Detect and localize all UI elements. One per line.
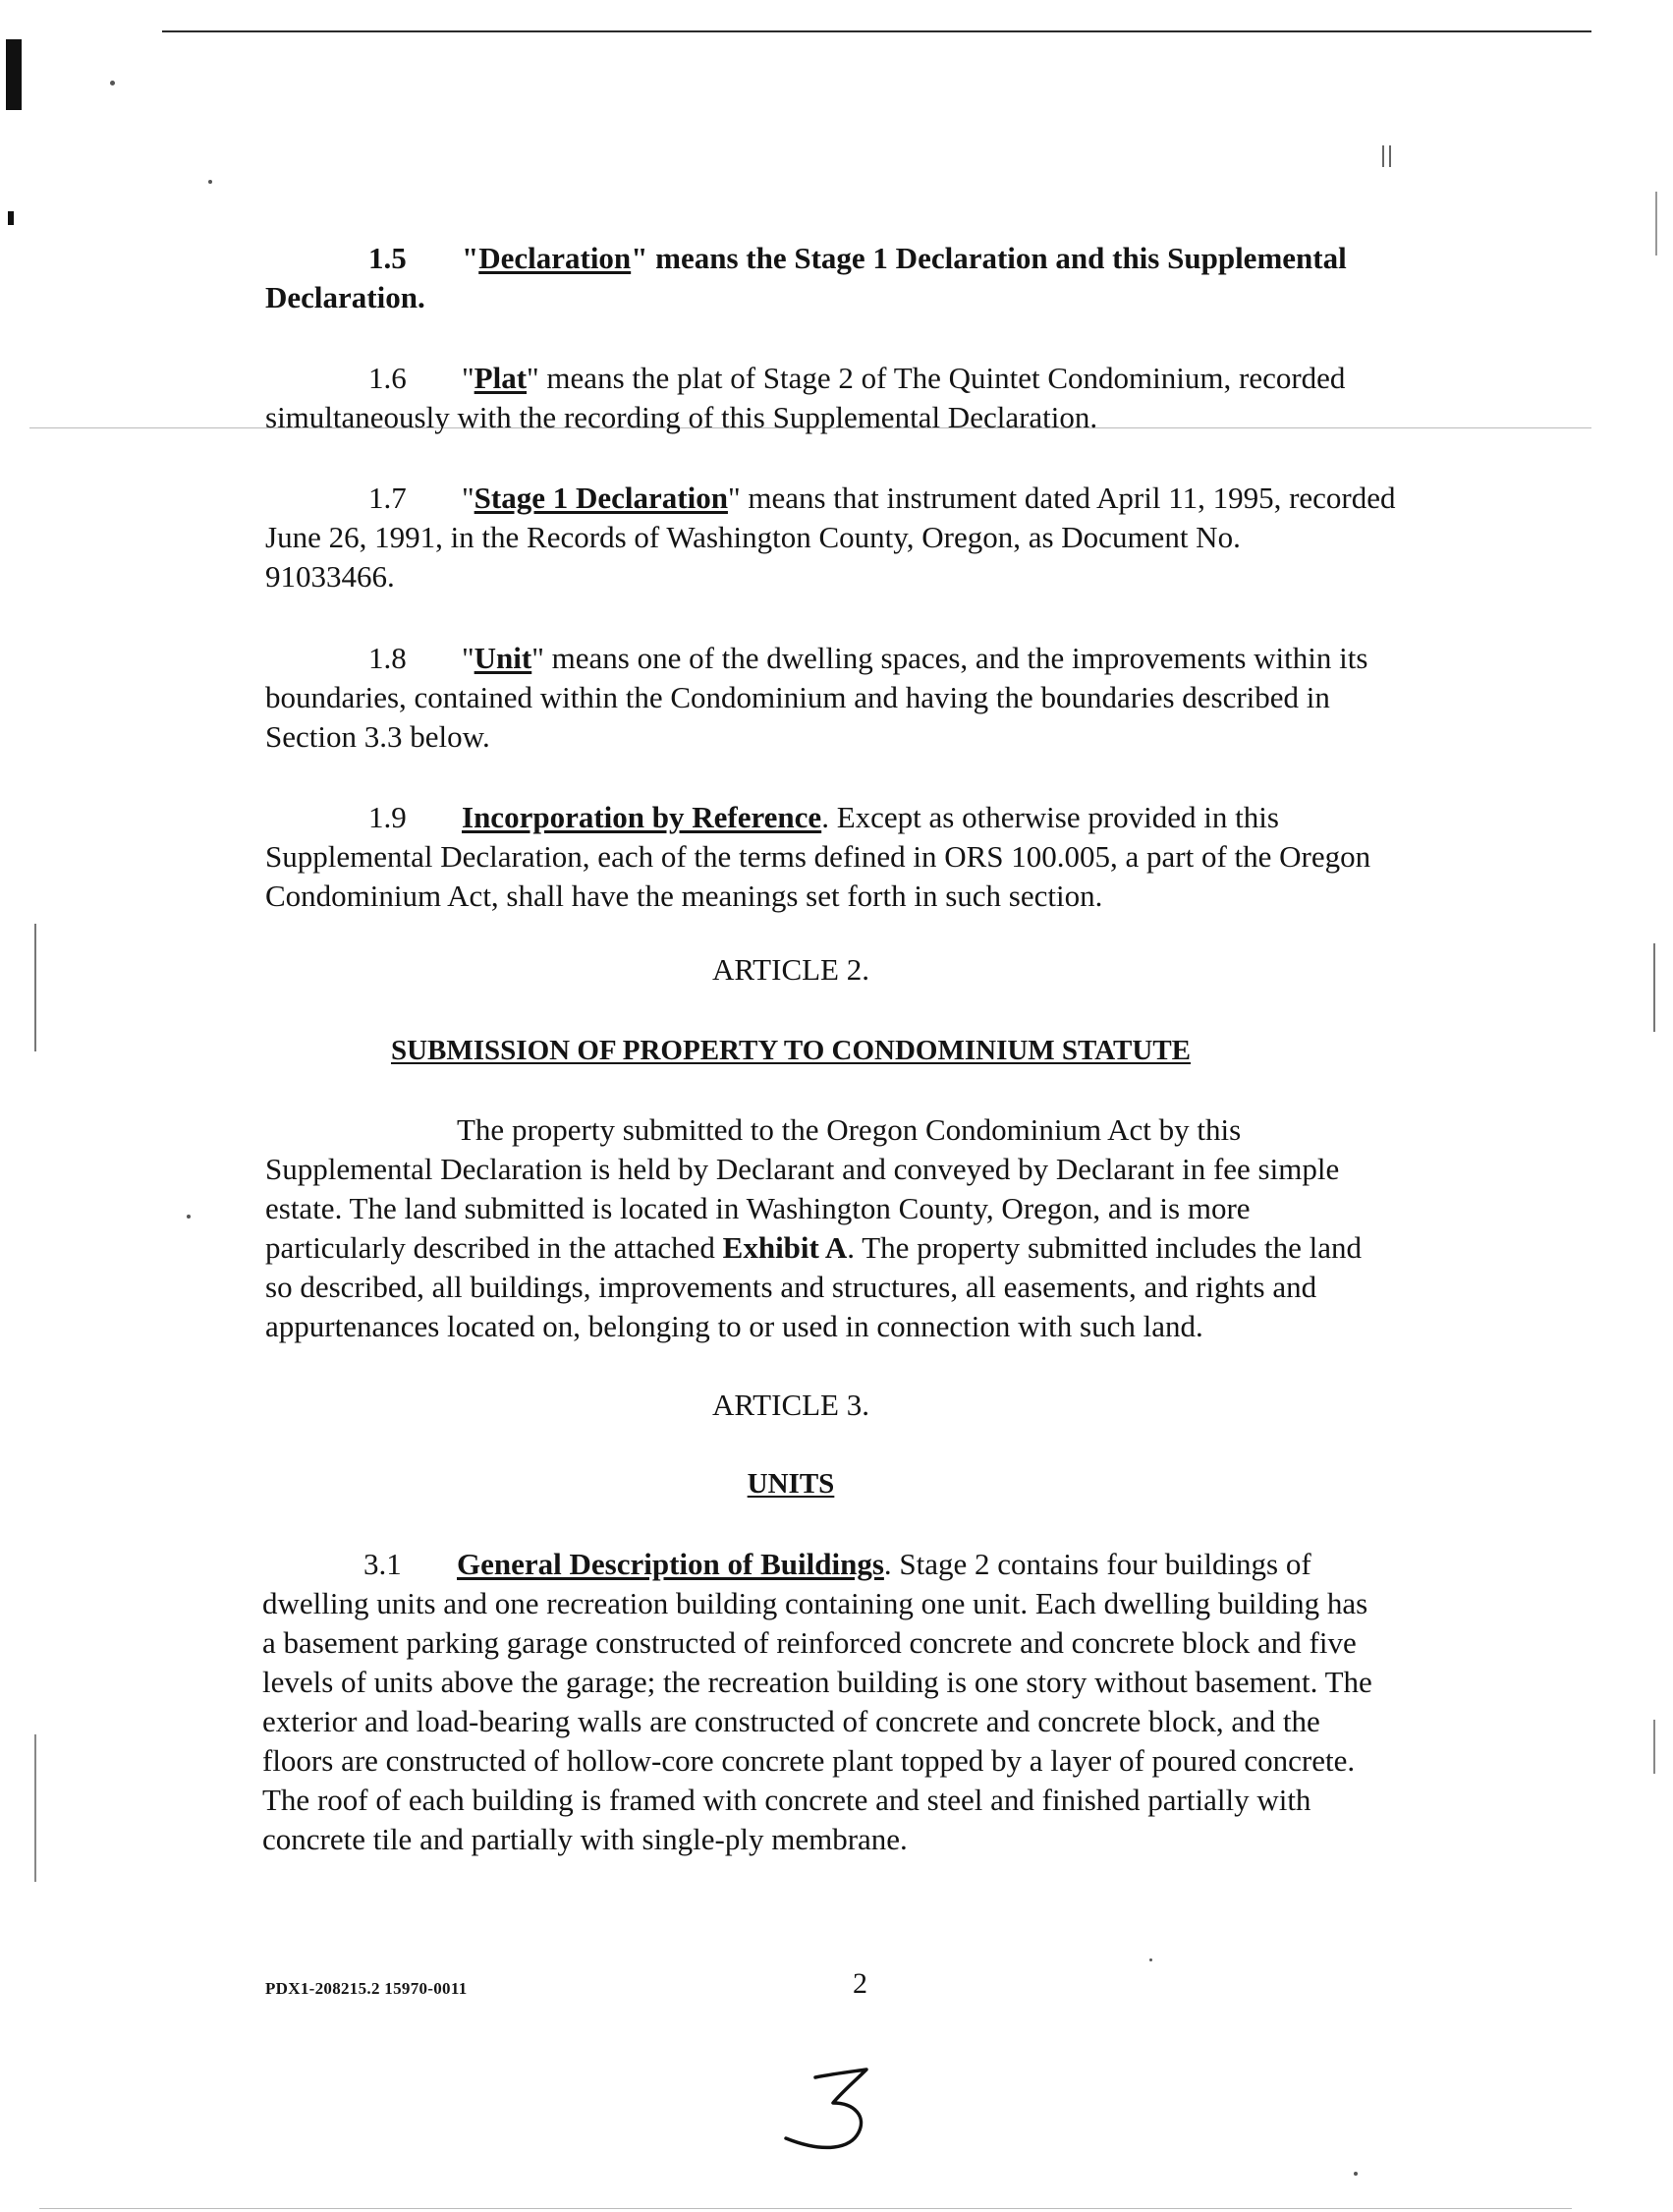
article-2-title: SUBMISSION OF PROPERTY TO CONDOMINIUM STATUTE [390, 1035, 1192, 1066]
speck [208, 180, 212, 184]
section-text: floors are constructed of hollow-core concrete plant topped by a layer of poured concrete. [262, 1743, 1356, 1778]
body-text: The property submitted to the Oregon Condominium Act by this [457, 1112, 1242, 1147]
section-number: 1.6 [368, 361, 407, 395]
section-text: . Stage 2 contains four buildings of [883, 1547, 1311, 1581]
definition-text: Section 3.3 below. [265, 719, 490, 754]
definition-text: " means one of the dwelling spaces, and the improvements within its [531, 641, 1368, 675]
definition-text: " means that instrument dated April 11, 1995, recorded [727, 481, 1396, 515]
section-text: exterior and load-bearing walls are constructed of concrete and concrete block, and the [262, 1704, 1320, 1738]
left-edge-tick [8, 211, 14, 225]
document-id: PDX1-208215.2 15970-0011 [265, 1979, 468, 1998]
article-3-heading: ARTICLE 3. [711, 1388, 869, 1422]
section-number: 3.1 [363, 1547, 402, 1581]
section-text: . Except as otherwise provided in this [821, 800, 1279, 834]
left-edge-mark [6, 39, 22, 110]
body-text: . The property submitted includes the land [847, 1230, 1363, 1265]
speck [110, 81, 115, 85]
bottom-rule [39, 2208, 1572, 2209]
section-heading: Incorporation by Reference [462, 800, 822, 834]
defined-term: Plat [474, 361, 528, 395]
section-text: Condominium Act, shall have the meanings set forth in such section. [265, 879, 1103, 913]
top-rule [162, 30, 1591, 32]
definition-text: June 26, 1991, in the Records of Washington County, Oregon, as Document No. [265, 520, 1241, 554]
speck [1149, 1958, 1152, 1961]
left-margin-line [34, 924, 36, 1051]
right-margin-line-2 [1653, 1720, 1655, 1774]
definition-text: Declaration. [265, 280, 425, 314]
exhibit-reference: Exhibit A [722, 1230, 848, 1265]
top-right-tick [1382, 145, 1384, 167]
section-text: The roof of each building is framed with concrete and steel and finished partially with [262, 1783, 1311, 1817]
article-2-heading: ARTICLE 2. [711, 952, 869, 987]
page-number: 2 [853, 1967, 867, 2000]
section-text: levels of units above the garage; the recreation building is one story without basement. The [262, 1665, 1372, 1699]
definition-text: simultaneously with the recording of this Supplemental Declaration. [265, 400, 1098, 434]
definition-text: 91033466. [265, 559, 395, 594]
left-margin-line-2 [34, 1734, 36, 1882]
definition-text: " means the Stage 1 Declaration and this Supplemental [631, 241, 1347, 275]
body-text: Supplemental Declaration is held by Declarant and conveyed by Declarant in fee simple [265, 1152, 1340, 1186]
defined-term: Declaration [478, 241, 632, 275]
defined-term: Unit [474, 641, 532, 675]
section-number: 1.7 [368, 481, 407, 515]
section-heading: General Description of Buildings [457, 1547, 884, 1581]
section-number: 1.5 [368, 241, 407, 275]
top-right-tick [1389, 145, 1391, 167]
article-3-title: UNITS [747, 1468, 835, 1500]
body-text: particularly described in the attached [265, 1230, 723, 1265]
handwritten-page-mark [776, 2064, 884, 2162]
definition-text: " means the plat of Stage 2 of The Quintet Condominium, recorded [527, 361, 1346, 395]
body-text: appurtenances located on, belonging to or used in connection with such land. [265, 1309, 1203, 1343]
speck [187, 1215, 191, 1219]
section-text: concrete tile and partially with single-ply membrane. [262, 1822, 908, 1856]
section-number: 1.8 [368, 641, 407, 675]
section-text: Supplemental Declaration, each of the terms defined in ORS 100.005, a part of the Oregon [265, 839, 1371, 874]
right-margin-line [1653, 943, 1655, 1032]
section-text: dwelling units and one recreation building containing one unit. Each dwelling building has [262, 1586, 1368, 1620]
body-text: so described, all buildings, improvements and structures, all easements, and rights and [265, 1270, 1317, 1304]
section-number: 1.9 [368, 800, 407, 834]
speck [1354, 2172, 1358, 2176]
body-text: estate. The land submitted is located in Washington County, Oregon, and is more [265, 1191, 1251, 1225]
section-text: a basement parking garage constructed of reinforced concrete and concrete block and five [262, 1625, 1357, 1660]
defined-term: Stage 1 Declaration [474, 481, 728, 515]
right-top-line [1655, 192, 1657, 255]
definition-text: boundaries, contained within the Condominium and having the boundaries described in [265, 680, 1330, 714]
